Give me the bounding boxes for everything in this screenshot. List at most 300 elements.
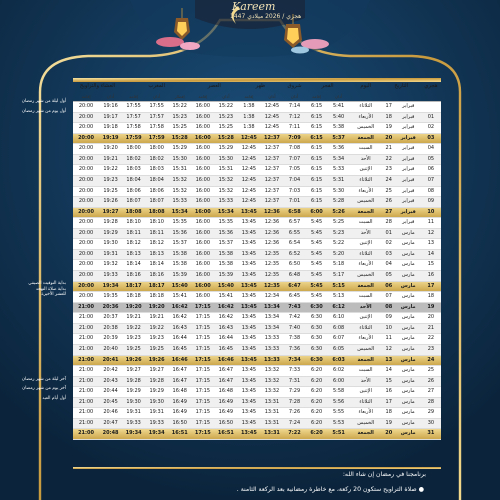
asr-adhan: 16:47 [214, 366, 237, 377]
dhuhr-iqama: 13:45 [237, 387, 260, 398]
asr-iqama: 17:15 [191, 397, 214, 408]
maghrib-iqama: 19:34 [122, 429, 145, 440]
asr-iqama: 17:15 [191, 323, 214, 334]
asr-iqama: 16:00 [191, 186, 214, 197]
dhuhr-adhan: 13:32 [260, 366, 283, 377]
asr-adhan: 15:32 [214, 186, 237, 197]
asr-iqama: 17:15 [191, 344, 214, 355]
dhuhr-adhan-label: أذان [260, 92, 283, 102]
shorouq-time: 7:08 [283, 144, 305, 155]
maghrib-iqama: 18:10 [122, 218, 145, 229]
day-name: الخميس [350, 123, 382, 134]
dhuhr-iqama: 12:45 [237, 144, 260, 155]
fajr-iqama: 6:15 [306, 165, 328, 176]
sidenote-line: بداية صلاة التهجد [35, 287, 66, 293]
asr-adhan: 16:43 [214, 323, 237, 334]
fajr-iqama: 5:45 [306, 260, 328, 271]
maghrib-iftar: 15:29 [168, 144, 191, 155]
dhuhr-adhan: 13:32 [260, 376, 283, 387]
dhuhr-iqama: 13:45 [237, 397, 260, 408]
fajr-adhan: 6:08 [328, 323, 350, 334]
isha-time: 20:00 [73, 218, 99, 229]
asr-iqama: 17:15 [191, 366, 214, 377]
gregorian-day: 18 [382, 408, 396, 419]
asr-adhan: 16:49 [214, 397, 237, 408]
dhuhr-iqama: 13:45 [237, 355, 260, 366]
dhuhr-adhan: 12:35 [260, 260, 283, 271]
asr-adhan: 16:45 [214, 344, 237, 355]
asr-iqama: 16:00 [191, 292, 214, 303]
day-name: الأربعاء [350, 260, 382, 271]
dhuhr-iqama: 12:45 [237, 186, 260, 197]
fajr-iqama: 5:45 [306, 271, 328, 282]
shorouq-time: 7:12 [283, 112, 305, 123]
isha-adhan: 20:40 [99, 344, 122, 355]
day-name: الإثنين [350, 239, 382, 250]
table-row [73, 418, 441, 429]
fajr-iqama: 6:30 [306, 355, 328, 366]
fajr-adhan: 5:55 [328, 408, 350, 419]
hijri-day: 30 [421, 418, 441, 429]
maghrib-iftar: 15:25 [168, 123, 191, 134]
asr-adhan: 15:22 [214, 102, 237, 113]
gregorian-day: 11 [382, 334, 396, 345]
isha-time: 21:00 [73, 418, 99, 429]
dhuhr-iqama: 13:45 [237, 218, 260, 229]
gregorian-month: فبراير [396, 175, 421, 186]
dhuhr-iqama: 13:45 [237, 334, 260, 345]
table-row [73, 334, 441, 345]
day-name: الأحد [350, 376, 382, 387]
shorouq-time: 7:04 [283, 175, 305, 186]
asr-iqama: 16:00 [191, 144, 214, 155]
asr-adhan: 16:51 [214, 429, 237, 440]
maghrib-adhan: 19:27 [145, 366, 168, 377]
maghrib-adhan-label: أذان [145, 92, 168, 102]
maghrib-iqama: 17:57 [122, 112, 145, 123]
dhuhr-adhan: 13:31 [260, 429, 283, 440]
maghrib-adhan: 18:11 [145, 228, 168, 239]
day-name: الجمعة [350, 207, 382, 218]
col-day: اليوم [360, 83, 372, 89]
dhuhr-iqama: 12:45 [237, 165, 260, 176]
isha-time: 20:00 [73, 228, 99, 239]
dhuhr-adhan: 13:33 [260, 334, 283, 345]
hijri-day: 10 [421, 207, 441, 218]
isha-time: 20:00 [73, 281, 99, 292]
isha-time: 20:00 [73, 154, 99, 165]
table-row [73, 102, 441, 113]
gregorian-day: 07 [382, 292, 396, 303]
maghrib-adhan: 18:00 [145, 144, 168, 155]
table-row [73, 387, 441, 398]
asr-iqama: 17:15 [191, 408, 214, 419]
dhuhr-adhan: 13:31 [260, 418, 283, 429]
gregorian-month: مارس [396, 376, 421, 387]
day-name: الخميس [350, 344, 382, 355]
gregorian-day: 14 [382, 366, 396, 377]
shorouq-time: 7:33 [283, 366, 305, 377]
maghrib-adhan: 18:14 [145, 260, 168, 271]
asr-adhan: 15:32 [214, 175, 237, 186]
maghrib-iqama: 19:26 [122, 355, 145, 366]
maghrib-iqama: 19:30 [122, 397, 145, 408]
sidenote-line: أول ليلة من شهر رمضان [21, 99, 66, 104]
gregorian-day: 20 [382, 133, 396, 144]
dhuhr-adhan: 12:35 [260, 271, 283, 282]
gregorian-month: مارس [396, 323, 421, 334]
fajr-iqama: 5:45 [306, 292, 328, 303]
asr-iqama: 16:00 [191, 271, 214, 282]
dhuhr-iqama: 13:45 [237, 323, 260, 334]
gregorian-month: مارس [396, 260, 421, 271]
gregorian-month: فبراير [396, 102, 421, 113]
dhuhr-adhan: 12:36 [260, 228, 283, 239]
asr-adhan: 16:49 [214, 408, 237, 419]
maghrib-iqama: 18:06 [122, 186, 145, 197]
maghrib-adhan: 19:33 [145, 418, 168, 429]
maghrib-iftar: 15:38 [168, 260, 191, 271]
fajr-adhan: 5:53 [328, 418, 350, 429]
gregorian-month: فبراير [396, 112, 421, 123]
gregorian-day: 04 [382, 260, 396, 271]
gregorian-day: 06 [382, 281, 396, 292]
maghrib-adhan: 17:58 [145, 123, 168, 134]
asr-adhan: 15:34 [214, 207, 237, 218]
day-name: الجمعة [350, 281, 382, 292]
dhuhr-adhan: 12:36 [260, 239, 283, 250]
dhuhr-adhan: 13:31 [260, 397, 283, 408]
table-row [73, 165, 441, 176]
isha-adhan: 20:41 [99, 355, 122, 366]
maghrib-adhan: 18:18 [145, 292, 168, 303]
dhuhr-iqama: 13:45 [237, 260, 260, 271]
gregorian-day: 01 [382, 228, 396, 239]
maghrib-adhan: 18:06 [145, 186, 168, 197]
isha-adhan: 20:44 [99, 387, 122, 398]
asr-iqama: 16:00 [191, 133, 214, 144]
asr-iqama: 17:15 [191, 313, 214, 324]
sidenote [0, 287, 66, 297]
fajr-iqama: 6:30 [306, 344, 328, 355]
fajr-adhan: 5:51 [328, 429, 350, 440]
isha-time: 20:00 [73, 102, 99, 113]
dhuhr-adhan: 12:36 [260, 207, 283, 218]
dhuhr-adhan: 12:34 [260, 292, 283, 303]
maghrib-iqama: 18:12 [122, 239, 145, 250]
maghrib-iqama-label: إقامة [122, 92, 145, 102]
asr-iqama: 16:00 [191, 239, 214, 250]
asr-iqama: 16:00 [191, 218, 214, 229]
fajr-iqama: 6:20 [306, 376, 328, 387]
fajr-iqama: 6:20 [306, 397, 328, 408]
gregorian-month: فبراير [396, 207, 421, 218]
sidenote-line: أول أيام العيد [42, 395, 66, 401]
dhuhr-iqama: 13:45 [237, 249, 260, 260]
shorouq-time: 6:54 [283, 239, 305, 250]
dhuhr-iqama: 13:45 [237, 292, 260, 303]
day-name: الأحد [350, 302, 382, 313]
fajr-adhan: 5:13 [328, 292, 350, 303]
maghrib-adhan: 18:02 [145, 154, 168, 165]
maghrib-adhan: 19:30 [145, 397, 168, 408]
dhuhr-iqama: 13:45 [237, 408, 260, 419]
dhuhr-iqama: 13:45 [237, 344, 260, 355]
table-row [73, 239, 441, 250]
maghrib-adhan: 18:04 [145, 175, 168, 186]
hijri-day: 06 [421, 165, 441, 176]
fajr-iqama: 6:15 [306, 175, 328, 186]
fajr-adhan: 5:33 [328, 165, 350, 176]
maghrib-iftar: 16:47 [168, 376, 191, 387]
sidenote [0, 396, 66, 401]
gregorian-day: 03 [382, 249, 396, 260]
asr-adhan: 15:30 [214, 154, 237, 165]
col-hijri: هجري [424, 83, 438, 89]
gregorian-month: فبراير [396, 186, 421, 197]
maghrib-iftar: 15:40 [168, 281, 191, 292]
dhuhr-iqama: 13:45 [237, 271, 260, 282]
asr-adhan: 15:28 [214, 133, 237, 144]
fajr-adhan: 5:37 [328, 133, 350, 144]
table-row [73, 271, 441, 282]
asr-iqama-label: إقامة [191, 92, 214, 102]
dhuhr-iqama: 12:45 [237, 133, 260, 144]
sidenote-line: للعشر الأخيرة [41, 292, 66, 298]
maghrib-adhan: 19:21 [145, 313, 168, 324]
table-row [73, 313, 441, 324]
gregorian-month: مارس [396, 408, 421, 419]
isha-time: 21:00 [73, 313, 99, 324]
fajr-adhan: 5:25 [328, 218, 350, 229]
day-name: الجمعة [350, 429, 382, 440]
maghrib-iqama: 18:08 [122, 207, 145, 218]
shorouq-time: 6:47 [283, 281, 305, 292]
asr-iqama: 16:00 [191, 260, 214, 271]
maghrib-iqama: 19:23 [122, 334, 145, 345]
isha-adhan: 19:34 [99, 281, 122, 292]
gregorian-day: 21 [382, 144, 396, 155]
header-title: Kareem [232, 0, 276, 13]
isha-time: 20:00 [73, 165, 99, 176]
dhuhr-iqama: 1:38 [237, 102, 260, 113]
asr-adhan: 15:33 [214, 197, 237, 208]
sidenote-line: بداية التوقيت الصيفي [28, 280, 66, 286]
table-row [73, 112, 441, 123]
maghrib-adhan: 19:26 [145, 355, 168, 366]
gregorian-day: 17 [382, 102, 396, 113]
col-isha: العشاء والتراويح [79, 83, 116, 89]
dhuhr-adhan: 12:45 [260, 102, 283, 113]
isha-time: 20:00 [73, 197, 99, 208]
shorouq-adhan-label: أذان [283, 92, 305, 102]
maghrib-iqama: 19:21 [122, 313, 145, 324]
gregorian-day: 18 [382, 112, 396, 123]
gregorian-day: 13 [382, 355, 396, 366]
maghrib-adhan: 18:13 [145, 249, 168, 260]
asr-adhan: 16:46 [214, 355, 237, 366]
shorouq-time: 7:42 [283, 313, 305, 324]
maghrib-iqama: 18:18 [122, 292, 145, 303]
hijri-day: 28 [421, 397, 441, 408]
prayer-times-table [73, 82, 441, 440]
shorouq-time: 7:05 [283, 165, 305, 176]
isha-time: 21:00 [73, 355, 99, 366]
maghrib-adhan: 19:28 [145, 376, 168, 387]
dhuhr-adhan: 13:32 [260, 387, 283, 398]
isha-adhan: 19:32 [99, 260, 122, 271]
gregorian-month: مارس [396, 429, 421, 440]
table-row [73, 376, 441, 387]
isha-adhan: 19:17 [99, 112, 122, 123]
maghrib-iftar: 15:37 [168, 239, 191, 250]
shorouq-time: 7:14 [283, 102, 305, 113]
isha-adhan: 19:22 [99, 165, 122, 176]
maghrib-iqama: 19:33 [122, 418, 145, 429]
maghrib-adhan: 17:55 [145, 102, 168, 113]
fajr-iqama: 6:00 [306, 207, 328, 218]
maghrib-iqama: 18:02 [122, 154, 145, 165]
maghrib-iftar: 15:34 [168, 207, 191, 218]
maghrib-adhan: 17:57 [145, 112, 168, 123]
fajr-adhan: 5:30 [328, 186, 350, 197]
fajr-iqama: 6:20 [306, 387, 328, 398]
gregorian-day: 10 [382, 323, 396, 334]
footer-line: ● صلاة التراويح ستكون 20 ركعة، مع خاطرة رمضانية بعد الركعة الثامنة . [236, 486, 424, 493]
asr-iqama: 16:00 [191, 228, 214, 239]
maghrib-iqama: 19:28 [122, 376, 145, 387]
fajr-adhan: 6:07 [328, 334, 350, 345]
maghrib-iqama: 18:03 [122, 165, 145, 176]
maghrib-iftar: 16:48 [168, 387, 191, 398]
isha-adhan: 19:28 [99, 218, 122, 229]
dhuhr-iqama: 13:45 [237, 376, 260, 387]
dhuhr-iqama: 1:38 [237, 123, 260, 134]
asr-iqama: 16:00 [191, 281, 214, 292]
sidenote [0, 386, 66, 391]
isha-time: 21:00 [73, 323, 99, 334]
asr-adhan: 15:38 [214, 249, 237, 260]
hijri-day: 01 [421, 112, 441, 123]
hijri-day: 13 [421, 239, 441, 250]
day-name: السبت [350, 366, 382, 377]
isha-adhan: 19:23 [99, 175, 122, 186]
maghrib-iftar: 16:44 [168, 334, 191, 345]
table-row [73, 207, 441, 218]
maghrib-iqama: 19:22 [122, 323, 145, 334]
isha-time: 20:00 [73, 239, 99, 250]
hijri-day: 15 [421, 260, 441, 271]
hijri-day [421, 102, 441, 113]
fajr-adhan: 5:58 [328, 387, 350, 398]
isha-adhan: 20:46 [99, 408, 122, 419]
day-name: السبت [350, 218, 382, 229]
hijri-day: 22 [421, 334, 441, 345]
isha-adhan: 19:30 [99, 239, 122, 250]
hijri-day: 17 [421, 281, 441, 292]
isha-adhan: 19:33 [99, 271, 122, 282]
sidenote [0, 377, 66, 382]
maghrib-iftar: 15:22 [168, 102, 191, 113]
maghrib-iqama: 18:13 [122, 249, 145, 260]
maghrib-iftar: 15:31 [168, 165, 191, 176]
asr-adhan: 16:44 [214, 334, 237, 345]
shorouq-time: 6:57 [283, 218, 305, 229]
table-header-row [73, 82, 441, 92]
isha-adhan: 20:39 [99, 334, 122, 345]
asr-iqama: 17:15 [191, 418, 214, 429]
asr-adhan: 15:36 [214, 228, 237, 239]
table-row [73, 397, 441, 408]
maghrib-adhan: 19:25 [145, 344, 168, 355]
day-name: الأربعاء [350, 334, 382, 345]
isha-adhan: 20:47 [99, 418, 122, 429]
gregorian-month: مارس [396, 355, 421, 366]
hijri-day: 08 [421, 186, 441, 197]
asr-adhan-label: أذان [214, 92, 237, 102]
shorouq-time: 7:36 [283, 344, 305, 355]
fajr-adhan: 5:41 [328, 102, 350, 113]
header-date: 1447 هجري / 2026 ميلادي [230, 13, 302, 20]
isha-time: 21:00 [73, 429, 99, 440]
gregorian-day: 25 [382, 186, 396, 197]
dhuhr-adhan: 13:34 [260, 323, 283, 334]
asr-iqama: 16:00 [191, 165, 214, 176]
dhuhr-iqama: 12:45 [237, 197, 260, 208]
fajr-adhan: 5:56 [328, 397, 350, 408]
maghrib-iqama: 19:31 [122, 408, 145, 419]
dhuhr-iqama: 12:45 [237, 154, 260, 165]
table-row [73, 186, 441, 197]
maghrib-iftar: 15:38 [168, 249, 191, 260]
day-name: الثلاثاء [350, 323, 382, 334]
gregorian-month: مارس [396, 313, 421, 324]
sidenote-line: أول يوم من شهر رمضان [21, 108, 66, 114]
dhuhr-iqama-label: إقامة [237, 92, 260, 102]
isha-adhan: 20:42 [99, 366, 122, 377]
hijri-day: 09 [421, 197, 441, 208]
day-name: الإثنين [350, 165, 382, 176]
fajr-iqama: 6:20 [306, 408, 328, 419]
hijri-day: 24 [421, 355, 441, 366]
fajr-adhan: 5:15 [328, 281, 350, 292]
isha-adhan: 20:36 [99, 302, 122, 313]
day-name: الجمعة [350, 133, 382, 144]
fajr-adhan: 5:23 [328, 228, 350, 239]
hijri-day: 12 [421, 228, 441, 239]
hijri-day: 19 [421, 302, 441, 313]
gregorian-day: 09 [382, 313, 396, 324]
gregorian-day: 19 [382, 123, 396, 134]
isha-time: 20:00 [73, 207, 99, 218]
asr-iqama: 17:15 [191, 429, 214, 440]
day-name: الإثنين [350, 387, 382, 398]
isha-adhan: 19:16 [99, 102, 122, 113]
maghrib-iftar: 15:33 [168, 197, 191, 208]
maghrib-adhan: 19:31 [145, 408, 168, 419]
day-name: الثلاثاء [350, 249, 382, 260]
gregorian-month: مارس [396, 292, 421, 303]
asr-adhan: 15:39 [214, 271, 237, 282]
isha-time: 20:00 [73, 123, 99, 134]
hijri-day: 21 [421, 323, 441, 334]
shorouq-time: 7:28 [283, 397, 305, 408]
maghrib-adhan: 18:17 [145, 281, 168, 292]
table-row [73, 197, 441, 208]
maghrib-iqama: 18:14 [122, 260, 145, 271]
maghrib-iftar: 15:39 [168, 271, 191, 282]
maghrib-iqama: 17:55 [122, 102, 145, 113]
